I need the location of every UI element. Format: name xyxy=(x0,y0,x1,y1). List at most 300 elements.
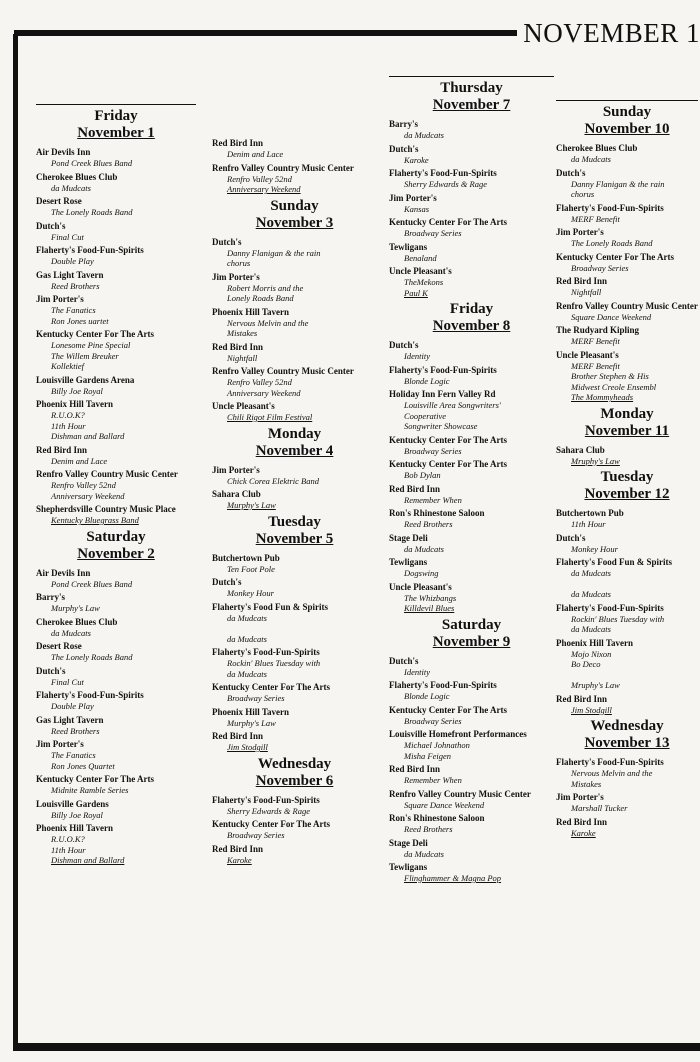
listing-entry xyxy=(212,163,377,195)
listing-entry xyxy=(212,342,377,364)
performer-name: Songwriter Showcase xyxy=(404,421,478,431)
venue-name: Phoenix Hill Tavern xyxy=(36,823,114,833)
day-weekday: Thursday xyxy=(440,80,503,96)
column-4 xyxy=(556,100,698,841)
performer-name: Remember When xyxy=(404,775,462,785)
performer-name: The Whizbangs xyxy=(404,592,457,603)
listing-entry xyxy=(36,375,196,397)
listing-entry xyxy=(212,795,377,817)
performer-name: R.U.O.K? xyxy=(51,410,85,420)
performer-name: Monkey Hour xyxy=(571,543,618,554)
venue-name: Kentucky Center For The Arts xyxy=(389,704,507,715)
performer-name: Pond Creek Blues Band xyxy=(51,158,133,168)
venue-name: Gas Light Tavern xyxy=(36,269,104,280)
venue-name: Ron's Rhinestone Saloon xyxy=(389,508,485,518)
performer-name: da Mudcats xyxy=(404,543,444,554)
day-heading xyxy=(556,469,698,503)
performer-name: Michael Johnathon xyxy=(404,740,470,750)
venue-name: Red Bird Inn xyxy=(556,693,608,704)
listing-entry xyxy=(556,792,698,814)
performer-name: Reed Brothers xyxy=(404,519,453,529)
performer-name: chorus xyxy=(571,189,595,199)
performer-name: Anniversary Weekend xyxy=(227,184,301,194)
venue-name: Red Bird Inn xyxy=(389,483,441,494)
performer-name: Dogswing xyxy=(404,568,439,578)
venue-name: Stage Deli xyxy=(389,837,428,848)
venue-name: Jim Porter's xyxy=(556,227,604,237)
performer-name: Midwest Creole Ensembl xyxy=(571,381,657,392)
performer-name: Final Cut xyxy=(51,231,84,242)
performer-name: Broadway Series xyxy=(404,715,462,726)
listing-entry xyxy=(556,203,698,225)
performer-name: MERF Benefit xyxy=(571,336,620,346)
performer-name: Identity xyxy=(404,666,430,677)
performer-name: Denim and Lace xyxy=(227,149,284,159)
performer-name: Remember When xyxy=(404,494,462,505)
listing-entry xyxy=(36,690,196,712)
performer-name: Murphy's Law xyxy=(227,500,276,510)
venue-name: Uncle Pleasant's xyxy=(212,401,275,411)
performer-name: Blonde Logic xyxy=(404,375,450,386)
performer-name: Lonely Roads Band xyxy=(227,293,294,303)
performer-name: Final Cut xyxy=(51,676,84,687)
listing-entry xyxy=(36,774,196,796)
listing-entry xyxy=(556,168,698,200)
listing-entry xyxy=(556,817,698,839)
listing-entry xyxy=(212,489,377,511)
performer-name: 11th Hour xyxy=(51,844,86,855)
performer-name: Dishman and Ballard xyxy=(51,431,125,441)
listing-entry xyxy=(389,582,554,614)
performer-name: Louisville Area Songwriters' xyxy=(404,400,501,410)
day-date: November 4 xyxy=(255,442,334,459)
venue-name: Flaherty's Food-Fun-Spirits xyxy=(389,168,497,178)
performer-name: Nightfall xyxy=(227,352,258,363)
listing-entry xyxy=(389,340,554,362)
venue-name: Cherokee Blues Club xyxy=(556,143,638,153)
listing-entry xyxy=(36,666,196,688)
venue-name: Red Bird Inn xyxy=(212,843,264,854)
performer-name: Blonde Logic xyxy=(404,691,450,701)
performer-name: Broadway Series xyxy=(227,830,285,840)
performer-name: Mistakes xyxy=(571,778,602,789)
listing-entry xyxy=(389,557,554,579)
column-2 xyxy=(212,138,377,868)
day-weekday: Sunday xyxy=(602,104,652,120)
performer-name: R.U.O.K? xyxy=(51,834,85,844)
day-heading xyxy=(212,514,377,548)
venue-name: Jim Porter's xyxy=(36,294,84,304)
venue-name: Kentucky Center For The Arts xyxy=(36,774,154,784)
performer-name: Misha Feigen xyxy=(404,750,451,761)
listing-entry xyxy=(389,459,554,481)
day-weekday: Tuesday xyxy=(268,513,321,530)
performer-name: TheMekons xyxy=(404,277,444,287)
venue-name: Red Bird Inn xyxy=(212,731,264,741)
listing-entry xyxy=(389,862,554,884)
performer-name: Bo Deco xyxy=(571,659,601,669)
day-weekday: Wednesday xyxy=(590,718,664,734)
venue-name: Flaherty's Food-Fun-Spirits xyxy=(36,245,144,255)
listing-entry xyxy=(556,638,698,691)
venue-name: Kentucky Center For The Arts xyxy=(212,819,330,829)
day-date: November 11 xyxy=(584,422,670,439)
venue-name: Flaherty's Food-Fun-Spirits xyxy=(556,202,664,213)
day-date: November 13 xyxy=(584,735,670,751)
venue-name: Phoenix Hill Tavern xyxy=(556,637,634,648)
performer-name: Reed Brothers xyxy=(51,280,100,291)
venue-name: Kentucky Center For The Arts xyxy=(36,329,154,339)
listing-entry xyxy=(389,242,554,264)
listing-entry xyxy=(389,813,554,835)
performer-name: Cooperative xyxy=(404,410,447,421)
day-date: November 5 xyxy=(255,530,334,547)
venue-name: Dutch's xyxy=(389,340,419,350)
performer-name: Ten Foot Pole xyxy=(227,563,275,574)
performer-name: Dishman and Ballard xyxy=(51,855,125,865)
venue-name: Flaherty's Food-Fun-Spirits xyxy=(212,794,320,805)
listing-entry xyxy=(36,641,196,663)
listing-entry xyxy=(36,568,196,590)
listing-entry xyxy=(389,838,554,860)
performer-name: Karoke xyxy=(404,154,429,165)
listing-entry xyxy=(212,553,377,575)
venue-name: Jim Porter's xyxy=(36,739,84,749)
performer-name: Anniversary Weekend xyxy=(51,490,125,501)
performer-name: Mojo Nixon xyxy=(571,648,612,659)
listing-entry xyxy=(212,707,377,729)
performer-name: The Fanatics xyxy=(51,305,96,315)
performer-name: Square Dance Weekend xyxy=(571,311,652,322)
performer-name: MERF Benefit xyxy=(571,213,620,224)
performer-name: Chick Corea Elektric Band xyxy=(227,475,319,486)
day-date: November 1 xyxy=(77,125,155,141)
listing-entry xyxy=(36,799,196,821)
day-weekday: Wednesday xyxy=(257,755,332,772)
listing-entry xyxy=(556,350,698,403)
listing-entry xyxy=(556,252,698,274)
day-heading xyxy=(556,718,698,752)
performer-name: Monkey Hour xyxy=(227,588,274,598)
day-heading xyxy=(556,406,698,440)
venue-name: Barry's xyxy=(36,592,65,602)
listing-entry xyxy=(36,504,196,526)
venue-name: Dutch's xyxy=(36,220,66,231)
performer-name xyxy=(556,579,698,590)
day-heading xyxy=(212,756,377,790)
listing-entry xyxy=(389,266,554,298)
performer-name: da Mudcats xyxy=(404,130,444,140)
venue-name: Renfro Valley Country Music Center xyxy=(36,469,178,479)
listing-entry xyxy=(556,508,698,530)
listing-entry xyxy=(36,592,196,614)
day-heading xyxy=(212,198,377,232)
listing-entry xyxy=(389,508,554,530)
venue-name: Kentucky Center For The Arts xyxy=(212,682,330,692)
performer-name: Nightfall xyxy=(571,287,602,297)
performer-name: Sherry Edwards & Rage xyxy=(227,805,311,816)
performer-name: da Mudcats xyxy=(51,627,91,638)
venue-name: Flaherty's Food-Fun-Spirits xyxy=(389,364,497,375)
performer-name: Double Play xyxy=(51,701,94,711)
listing-entry xyxy=(212,602,377,645)
listing-entry xyxy=(212,731,377,753)
listing-entry xyxy=(389,193,554,215)
listing-entry xyxy=(36,172,196,194)
day-date: November 8 xyxy=(432,318,511,334)
venue-name: Air Devils Inn xyxy=(36,147,91,157)
listing-entry xyxy=(212,819,377,841)
listing-entry xyxy=(389,168,554,190)
performer-name: Billy Joe Royal xyxy=(51,385,103,396)
venue-name: Dutch's xyxy=(556,532,586,543)
performer-name xyxy=(212,623,377,634)
listing-entry xyxy=(556,143,698,165)
venue-name: Jim Porter's xyxy=(389,192,437,203)
performer-name: Midnite Ramble Series xyxy=(51,785,129,795)
venue-name: Dutch's xyxy=(389,655,419,666)
performer-name: da Mudcats xyxy=(227,668,267,679)
listing-entry xyxy=(212,682,377,704)
listing-entry xyxy=(556,557,698,600)
venue-name: Desert Rose xyxy=(36,196,82,206)
venue-name: Dutch's xyxy=(212,577,242,587)
performer-name xyxy=(556,670,698,681)
venue-name: Kentucky Center For The Arts xyxy=(389,459,507,469)
performer-name: Danny Flanigan & the rain xyxy=(571,178,665,189)
performer-name: Murphy's Law xyxy=(227,717,276,728)
performer-name: Karoke xyxy=(571,827,596,838)
performer-name: Karoke xyxy=(227,854,252,865)
listing-entry xyxy=(389,533,554,555)
venue-name: Kentucky Center For The Arts xyxy=(389,217,507,227)
listing-entry xyxy=(212,465,377,487)
performer-name: Renfro Valley 52nd xyxy=(227,173,292,184)
listing-entry xyxy=(36,329,196,372)
listing-entry xyxy=(212,366,377,398)
listing-entry xyxy=(36,739,196,771)
performer-name: Killdevil Blues xyxy=(404,603,455,613)
venue-name: Stage Deli xyxy=(389,532,428,543)
venue-name: Renfro Valley Country Music Center xyxy=(556,300,698,311)
day-weekday: Sunday xyxy=(270,197,319,214)
day-date: November 2 xyxy=(77,545,155,562)
day-heading xyxy=(212,426,377,460)
performer-name: Paul K xyxy=(404,287,428,298)
venue-name: Renfro Valley Country Music Center xyxy=(212,162,354,173)
venue-name: Phoenix Hill Tavern xyxy=(212,706,290,717)
listing-entry xyxy=(556,533,698,555)
venue-name: Louisville Gardens Arena xyxy=(36,374,135,385)
performer-name: Nervous Melvin and the xyxy=(227,317,309,328)
venue-name: Phoenix Hill Tavern xyxy=(36,399,114,409)
performer-name: Mistakes xyxy=(227,328,258,338)
venue-name: Holiday Inn Fern Valley Rd xyxy=(389,389,496,399)
performer-name: Brother Stephen & His xyxy=(571,371,649,381)
venue-name: Louisville Gardens xyxy=(36,798,109,809)
performer-name: The Lonely Roads Band xyxy=(51,652,133,662)
listing-entry xyxy=(36,469,196,501)
day-weekday: Friday xyxy=(449,301,494,317)
performer-name: Identity xyxy=(404,351,430,361)
day-heading xyxy=(389,617,554,651)
venue-name: Shepherdsville Country Music Place xyxy=(36,504,176,514)
venue-name: Red Bird Inn xyxy=(389,764,441,774)
venue-name: Phoenix Hill Tavern xyxy=(212,306,290,317)
performer-name: Danny Flanigan & the rain xyxy=(227,247,321,258)
venue-name: Flaherty's Food Fun & Spirits xyxy=(212,601,329,612)
listing-entry xyxy=(36,294,196,326)
day-heading xyxy=(389,76,554,114)
performer-name: Kentucky Bluegrass Band xyxy=(51,515,139,525)
listing-entry xyxy=(556,227,698,249)
performer-name: Billy Joe Royal xyxy=(51,809,103,820)
listing-entry xyxy=(556,301,698,323)
listing-entry xyxy=(212,844,377,866)
performer-name: Anniversary Weekend xyxy=(227,387,301,398)
venue-name: Red Bird Inn xyxy=(36,444,88,455)
venue-name: Ron's Rhinestone Saloon xyxy=(389,813,485,823)
venue-name: Flaherty's Food Fun & Spirits xyxy=(556,557,673,567)
venue-name: Desert Rose xyxy=(36,641,82,651)
venue-name: Kentucky Center For The Arts xyxy=(556,251,674,262)
day-date: November 7 xyxy=(432,97,511,113)
listing-entry xyxy=(212,138,377,160)
venue-name: Cherokee Blues Club xyxy=(36,616,118,627)
listing-entry xyxy=(389,119,554,141)
listing-entry xyxy=(389,365,554,387)
performer-name: da Mudcats xyxy=(571,589,611,599)
listing-entry xyxy=(389,435,554,457)
listing-entry xyxy=(36,617,196,639)
listing-entry xyxy=(36,823,196,866)
performer-name: Ron Jones Quartet xyxy=(51,760,115,771)
performer-name: Mruphy's Law xyxy=(571,455,620,466)
performer-name: Broadway Series xyxy=(404,228,462,238)
day-weekday: Saturday xyxy=(86,528,146,545)
venue-name: Butchertown Pub xyxy=(212,552,280,563)
listing-entry xyxy=(389,656,554,678)
performer-name: The Willem Breuker xyxy=(51,350,119,361)
venue-name: Butchertown Pub xyxy=(556,508,624,518)
venue-name: Flaherty's Food-Fun-Spirits xyxy=(36,690,144,700)
day-heading xyxy=(36,104,196,142)
performer-name: da Mudcats xyxy=(571,154,611,164)
listing-entry xyxy=(389,764,554,786)
performer-name: da Mudcats xyxy=(227,633,267,644)
performer-name: The Mommyheads xyxy=(571,392,634,402)
venue-name: Flaherty's Food-Fun-Spirits xyxy=(556,757,664,767)
listing-entry xyxy=(36,221,196,243)
performer-name: Renfro Valley 52nd xyxy=(227,377,292,387)
performer-name: Flinghammer & Magna Pop xyxy=(404,873,502,883)
venue-name: Dutch's xyxy=(389,143,419,154)
column-3 xyxy=(389,76,554,887)
performer-name: chorus xyxy=(227,258,251,268)
performer-name: Murphy's Law xyxy=(51,603,100,613)
performer-name: 11th Hour xyxy=(51,420,86,431)
venue-name: Dutch's xyxy=(36,665,66,676)
listing-entry xyxy=(556,757,698,789)
performer-name: The Lonely Roads Band xyxy=(571,238,653,248)
performer-name: da Mudcats xyxy=(51,182,91,193)
venue-name: Red Bird Inn xyxy=(212,341,264,352)
listing-entry xyxy=(212,237,377,269)
day-date: November 10 xyxy=(584,121,670,137)
performer-name: Mruphy's Law xyxy=(571,680,620,690)
performer-name: 11th Hour xyxy=(571,519,606,529)
performer-name: Bob Dylan xyxy=(404,470,441,480)
venue-name: Uncle Pleasant's xyxy=(389,266,452,276)
performer-name: Jim Stodgill xyxy=(571,704,612,715)
performer-name: Nervous Melvin and the xyxy=(571,768,653,778)
listing-entry xyxy=(36,399,196,442)
venue-name: Tewligans xyxy=(389,241,428,252)
performer-name: da Mudcats xyxy=(404,848,444,859)
venue-name: Flaherty's Food-Fun-Spirits xyxy=(389,680,497,690)
venue-name: Tewligans xyxy=(389,862,428,872)
listing-entry xyxy=(212,577,377,599)
venue-name: Dutch's xyxy=(556,167,586,178)
venue-name: Sahara Club xyxy=(556,444,605,455)
listing-entry xyxy=(556,276,698,298)
performer-name: Broadway Series xyxy=(404,445,462,456)
day-weekday: Saturday xyxy=(441,616,502,633)
day-weekday: Monday xyxy=(267,425,322,442)
performer-name: Chili Rigot Film Festival xyxy=(227,412,313,422)
column-1 xyxy=(36,104,196,869)
month-title: NOVEMBER 1 xyxy=(517,16,700,50)
venue-name: Renfro Valley Country Music Center xyxy=(212,366,354,376)
listing-entry xyxy=(389,705,554,727)
venue-name: Jim Porter's xyxy=(556,792,604,802)
performer-name: Pond Creek Blues Band xyxy=(51,578,133,589)
venue-name: The Rudyard Kipling xyxy=(556,325,640,335)
venue-name: Gas Light Tavern xyxy=(36,714,104,725)
listing-entry xyxy=(36,147,196,169)
venue-name: Cherokee Blues Club xyxy=(36,171,118,182)
venue-name: Uncle Pleasant's xyxy=(389,581,452,592)
venue-name: Red Bird Inn xyxy=(556,816,608,827)
listing-entry xyxy=(36,270,196,292)
performer-name: Lonesome Pine Special xyxy=(51,340,131,350)
performer-name: Reed Brothers xyxy=(404,824,453,834)
listing-entry xyxy=(212,272,377,304)
day-date: November 9 xyxy=(432,633,511,650)
venue-name: Air Devils Inn xyxy=(36,567,91,578)
listing-entry xyxy=(389,217,554,239)
listing-entry xyxy=(389,144,554,166)
listing-entry xyxy=(36,196,196,218)
venue-name: Red Bird Inn xyxy=(212,138,264,148)
venue-name: Flaherty's Food-Fun-Spirits xyxy=(556,602,664,613)
day-weekday: Monday xyxy=(600,405,654,422)
day-heading xyxy=(389,301,554,335)
listing-entry xyxy=(389,729,554,761)
listing-entry xyxy=(556,445,698,467)
day-heading xyxy=(556,100,698,138)
listing-entry xyxy=(36,445,196,467)
venue-name: Renfro Valley Country Music Center xyxy=(389,788,531,799)
listing-entry xyxy=(36,715,196,737)
listing-entry xyxy=(212,401,377,423)
performer-name: da Mudcats xyxy=(571,568,611,578)
performer-name: da Mudcats xyxy=(227,612,267,623)
performer-name: MERF Benefit xyxy=(571,360,620,371)
listing-entry xyxy=(389,680,554,702)
venue-name: Uncle Pleasant's xyxy=(556,349,619,360)
performer-name: Reed Brothers xyxy=(51,725,100,736)
